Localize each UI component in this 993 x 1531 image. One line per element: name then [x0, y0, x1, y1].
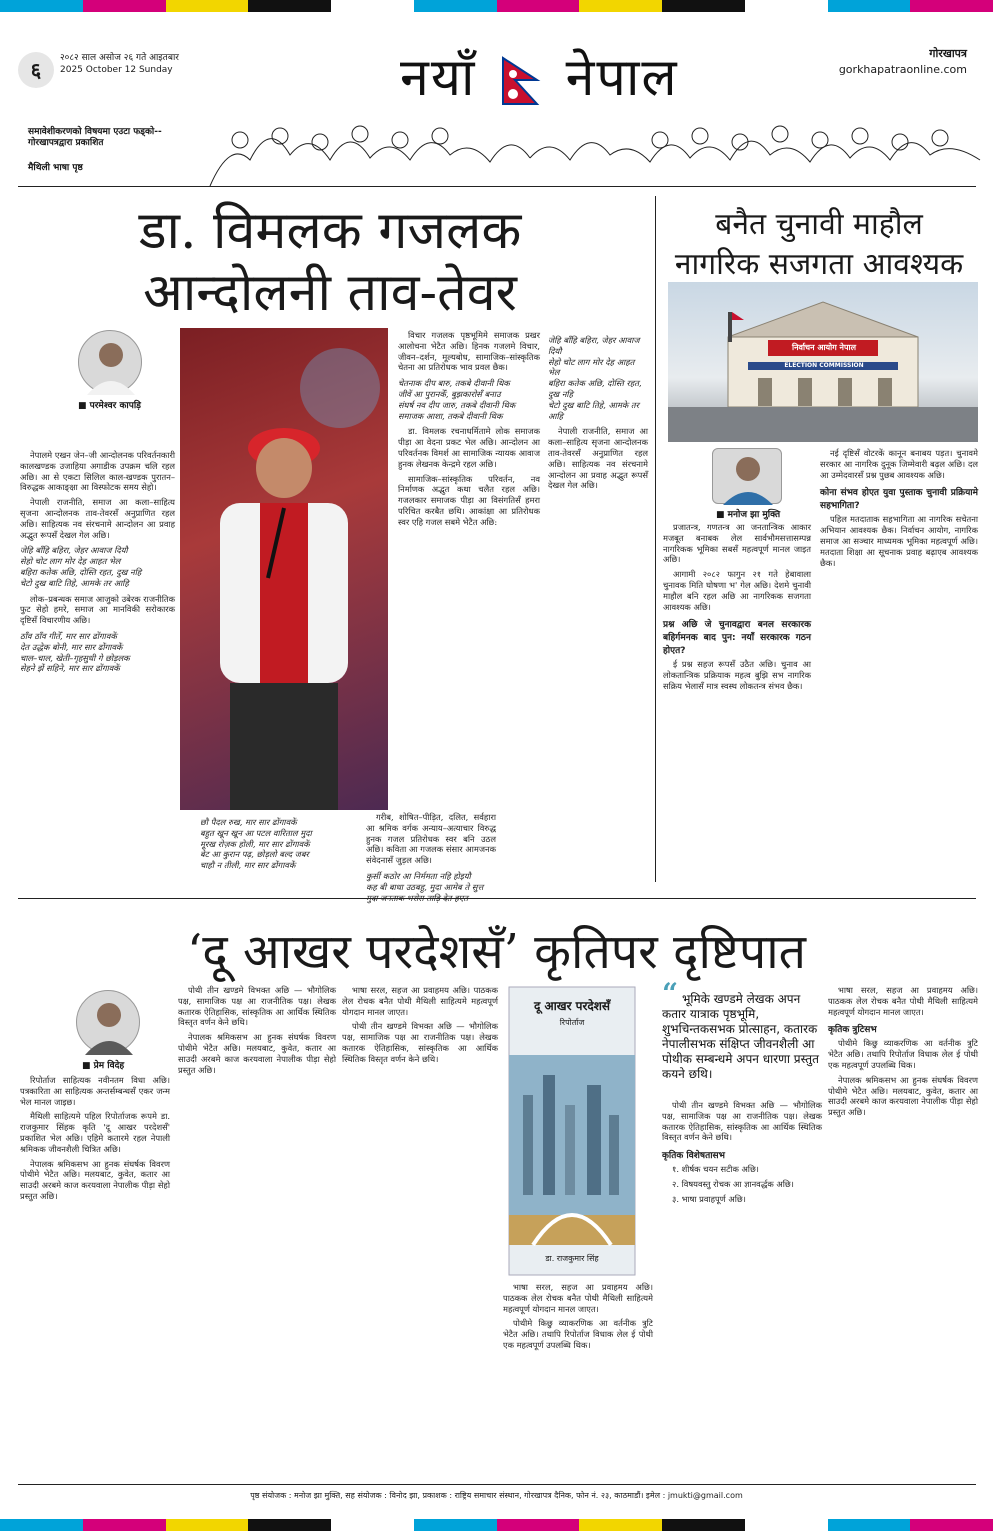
article2-headline-line1: बनैत चुनावी माहौल: [715, 207, 923, 242]
section-label: मैथिली भाषा पृष्ठ: [28, 163, 83, 173]
article1-column-4: [398, 330, 540, 876]
article3-column-6: [828, 985, 978, 1480]
article1-headline: [100, 200, 560, 324]
article2-headline-line2: नागरिक सजगता आवश्यक: [674, 247, 964, 282]
brand-block: [839, 46, 967, 76]
article1-poem: जेहि बाँहि बहिरा, जेहर आवाज दियौ सेहो चोट लाग मोर देह आहत भेल बहिरा कतेक अछि, दोस्ति रहत, दुख नहि चेटो दुख बाटि तिहे, आमके तर आहि: [20, 545, 142, 588]
article3-paragraph: पोथी तीन खण्डमे विभक्त अछि — भौगोलिक पक्ष, सामाजिक पक्ष आ राजनीतिक पक्ष। लेखक कतारक ऐतिहासिक, सांस्कृतिक आ आर्थिक स्थितिक विस्तृत वर्णन केने छथि।: [178, 985, 336, 1028]
article2-author-avatar: [712, 448, 782, 504]
article2-author: मनोज झा मुक्ति: [727, 510, 781, 520]
book-title: दू आखर परदेशसँ: [533, 999, 611, 1013]
page-number: ६: [18, 52, 54, 88]
building-sign: निर्वाचन आयोग नेपाल: [792, 343, 856, 352]
article3-subhead: कृतिक विशेषतासभ: [662, 1151, 725, 1162]
article1-column-5: [548, 330, 648, 876]
book-author: डा. राजकुमार सिंह: [545, 1254, 599, 1263]
article3-paragraph: भाषा सरल, सहज आ प्रवाहमय अछि। पाठकक लेल रोचक बनैत पोथी मैथिली साहित्यमे महत्वपूर्ण योगदान मानल जाएत।: [503, 1282, 653, 1314]
article3-paragraph: नेपालक श्रमिकसभ आ हुनक संघर्षक विवरण पोथीमे भेटैत अछि। मलयबाट, कुवेत, कतार आ साउदी अरबमे काज करयवाला नेपालीक पीड़ा सेहो प्रस्तुत अछि।: [20, 1158, 170, 1201]
article3-list-item: १. शीर्षक चयन सटीक अछि।: [672, 1164, 759, 1175]
article1-author: परमेश्वर कापड़ि: [89, 401, 141, 411]
article3-paragraph: नेपालक श्रमिकसभ आ हुनक संघर्षक विवरण पोथीमे भेटैत अछि। मलयबाट, कुवेत, कतार आ साउदी अरबमे काज करयवाला नेपालीक पीड़ा सेहो प्रस्तुत अछि।: [178, 1032, 336, 1075]
article2-byline: [716, 507, 780, 520]
pull-quote-text: भूमिके खण्डमे लेखक अपन कतार यात्राक पृष्ठभूमि, शुभचिन्तकसभक प्रोत्साहन, कतारक नेपालीसभक संक्षिप्त जीवनशैली आ पोथीक सम्बन्धमे अपन धारणा प्रस्तुत कयने छथि।: [662, 992, 819, 1081]
brand-url[interactable]: gorkhapatraonline.com: [838, 63, 967, 76]
pen-icon: ■: [716, 510, 728, 520]
article1-paragraph: नेपालमे एखन जेन–जी आन्दोलनक परिवर्तनकारी कालखण्डक उजाहिया अगाडीक उपक्रम चलि रहल अछि। आ से एकटा सिलिल काल-खण्डक पुरातन–विरुद्धक आकाङ्क्षा आ विस्फोटक समय सेहो।: [20, 450, 175, 493]
article1-paragraph: नेपाली राजनीति, समाज आ कला–साहित्य सृजना आन्दोलनक ताव-तेवरसँ अनुप्राणित रहल अछि। साहित्यक नव संरचनामे आन्दोलन आ प्रवाह अद्भुत रूपसँ देखल गेल अछि।: [20, 497, 175, 540]
article1-headline-line2: आन्दोलनी ताव-तेवर: [143, 263, 517, 323]
article3-column-4: [503, 1282, 653, 1480]
article3-paragraph: पोथी तीन खण्डमे विभक्त अछि — भौगोलिक पक्ष, सामाजिक पक्ष आ राजनीतिक पक्ष। लेखक कतारक ऐतिहासिक, सांस्कृतिक आ आर्थिक स्थितिक विस्तृत वर्णन केने छथि।: [662, 1100, 822, 1143]
article2-column-2: [820, 448, 978, 882]
section-divider: [18, 898, 976, 899]
article3-subhead: कृतिक त्रुटिसभ: [828, 1025, 877, 1036]
article3-column-5: [662, 1100, 822, 1480]
article3-paragraph: पोथीमे किछु व्याकरणिक आ वर्तनीक त्रुटि भेटैत अछि। तथापि रिपोर्ताज विधाक लेल ई पोथी एक महत्वपूर्ण उपलब्धि थिक।: [828, 1038, 978, 1070]
article3-paragraph: पोथी तीन खण्डमे विभक्त अछि — भौगोलिक पक्ष, सामाजिक पक्ष आ राजनीतिक पक्ष। लेखक कतारक ऐतिहासिक, सांस्कृतिक आ आर्थिक स्थितिक विस्तृत वर्णन केने छथि।: [342, 1021, 498, 1064]
pen-icon: ■: [78, 401, 90, 411]
masthead-divider: [18, 186, 976, 187]
article3-byline: [82, 1058, 124, 1071]
registration-strip-bottom: [0, 1519, 993, 1531]
article1-headline-line1: डा. विमलक गजलक: [138, 201, 522, 261]
article1-poem: छौ पैदल रुख, मार सार ढोंगावकें बहुत खून खून आ पटल वारिताल मुदा मूरख रोज़क होली, मार सार ढोंगावकें बेट आ कुरान पढ़, छोड़लो बल्द जबर चाहौ न तीली, मार सार ढोंगावकें: [200, 817, 312, 871]
article3-paragraph: नेपालक श्रमिकसभ आ हुनक संघर्षक विवरण पोथीमे भेटैत अछि। मलयबाट, कुवेत, कतार आ साउदी अरबमे काज करयवाला नेपालीक पीड़ा सेहो प्रस्तुत अछि।: [828, 1074, 978, 1118]
registration-strip-top: [0, 0, 993, 12]
article1-poem: कुर्सी कठोर आ निर्ममता नहि होइयौ कह बी बाधा उठबहु, मुदा आमेब ते सुत्त: [366, 870, 484, 892]
masthead-title-left: नयाँ: [400, 48, 477, 108]
article2-paragraph: पहिल मतदाताक सहभागिता आ नागरिक सचेतना अभियान आवश्यक छैक। निर्वाचन आयोग, नागरिक समाज आ सञ्चार माध्यमक भूमिका महत्वपूर्ण अछि। मतदाता शिक्षा आ सूचनाक प्रवाह बढ़ाएब आवश्यक छैक।: [820, 514, 978, 568]
article1-paragraph: सामाजिक–सांस्कृतिक परिवर्तन, नव निर्माणक अद्भुत कथा चलैत रहल अछि। गजलकार समाजक पीड़ा आ विसंगतिसँ हमरा परिचित करबैत छथि। आकांक्षा आ प्रतिरोधक स्वर एहि गजल सबमे भेटैत अछि:: [398, 473, 540, 527]
article2-headline: [660, 205, 978, 285]
article1-author-avatar: [78, 330, 142, 394]
brand-name: गोरखापत्र: [929, 47, 967, 60]
article3-paragraph: रिपोर्ताज साहित्यक नवीनतम विधा अछि। पत्रकारिता आ साहित्यक अन्तर्सम्बन्धसँ एकर जन्म भेल मानल जाइछ।: [20, 1075, 170, 1107]
article2-paragraph: नई दृष्टिसँ वोटरकें कानून बनाबय पड़त। चुनावमे सरकार आ नागरिक दुनूक जिम्मेवारी बढ़ल अछि। दल आ उम्मेदवारसँ प्रश्न पुछब आवश्यक अछि।: [820, 448, 978, 480]
article2-paragraph: आगामी २०८२ फागुन २१ गते हेबावाला चुनावक मिति घोषणा भ' गेल अछि। देशमे चुनावी माहौल बनि रहल अछि आ नागरिकक सजगता आवश्यक अछि।: [663, 569, 811, 612]
quote-icon: “: [662, 977, 679, 1010]
article2-paragraph: प्रजातन्त्र, गणतन्त्र आ जनतान्त्रिक आकार मजबूत बनाबक लेल सार्वभौमसत्तासम्पन्न नागरिकक भूमिका सबसँ महत्वपूर्ण मानल जाइत अछि।: [663, 522, 811, 565]
article3-paragraph: मैथिली साहित्यमे पहिल रिपोर्ताजक रूपमे डा. राजकुमार सिंहक कृति 'दू आखर परदेशसँ' प्रकाशित भेल अछि। एहिमे कतारमे रहल नेपाली श्रमिकक जीवनशैली चित्रित अछि।: [20, 1111, 170, 1154]
book-subtitle: रिपोर्ताज: [559, 1018, 585, 1027]
column-divider: [655, 196, 656, 882]
article3-column-3: [342, 985, 498, 1480]
book-cover: [503, 985, 641, 1277]
article3-paragraph: भाषा सरल, सहज आ प्रवाहमय अछि। पाठकक लेल रोचक बनैत पोथी मैथिली साहित्यमे महत्वपूर्ण योगदान मानल जाएत।: [828, 985, 978, 1017]
footer-divider: [18, 1484, 976, 1485]
article2-subhead: कोना संभव होएत युवा पुस्ताक चुनावी प्रक्रियामे सहभागिता?: [820, 488, 978, 512]
pen-icon: ■: [82, 1061, 94, 1071]
masthead-tagline: समावेशीकरणको विषयमा एउटा फड्को-- गोरखापत्रद्वारा प्रकाशित: [28, 127, 162, 148]
article3-author-avatar: [76, 990, 140, 1054]
article1-paragraph: लोक–प्रबन्धक समाज आजुको उबेरक राजनीतिक फुट सेहो हमरे, समाज आ मानविकी सरोकारक दृष्टिसँ विचारणीय अछि।: [20, 593, 175, 626]
article2-paragraph: ई प्रश्न सहज रूपसँ उठैत अछि। चुनाव आ लोकतान्त्रिक प्रक्रियाक महत्व बुझि सभ नागरिक सक्रिय भेलासँ मात्र स्वस्थ लोकतन्त्र संभव छैक।: [663, 659, 811, 691]
date-line: [60, 52, 200, 76]
footer-credits: पृष्ठ संयोजक : मनोज झा मुक्ति, सह संयोजक : विनोद झा, प्रकाशक : राष्ट्रिय समाचार संस्थान, गोरखापत्र दैनिक, फोन नं. २३, काठमाडौं। इमेल : jmukti@gmail.com: [250, 1491, 743, 1500]
article3-headline: ‘दू आखर परदेशसँ’ कृतिपर दृष्टिपात: [186, 924, 807, 980]
article1-paragraph: गरीब, शोषित–पीड़ित, दलित, सर्वहारा आ श्रमिक वर्गक अन्याय–अत्याचार विरुद्ध हुनक गजल प्रतिरोधक स्वर बनि उठल अछि। कविता आ गजलक संसार आमजनक संवेदनासँ जुड़ल अछि।: [366, 812, 496, 866]
article3-list-item: २. विषयवस्तु रोचक आ ज्ञानवर्द्धक अछि।: [672, 1178, 794, 1189]
crowd-illustration: [210, 100, 980, 186]
article1-byline: [78, 398, 141, 411]
article2-photo: [668, 282, 978, 442]
article1-poem: जेहि बाँहि बहिरा, जेहर आवाज दियौ सेहो चोट लाग मोर देह आहत भेल बहिरा कतेक अछि, दोस्ति रहत, दुख नहि चेटो दुख बाटि तिहे, आमके तर आहि: [548, 335, 642, 421]
article3-column-2: [178, 985, 336, 1480]
article1-paragraph: विचार गजलक पृष्ठभूमिमे समाजक प्रखर आलोचना भेटैत अछि। हिनक गजलमे विचार, जीवन–दर्शन, मूल्यबोध, सामाजिक–सांस्कृतिक चेतना आ प्रतिरोधक भाव प्रवल छैक।: [398, 330, 540, 373]
article2-subhead: प्रश्न अछि जे चुनावद्वारा बनल सरकारक बहिर्गमनक बाद पुन: नयाँ सरकारक गठन होएत?: [663, 620, 811, 657]
article1-column-2: [200, 812, 350, 876]
article1-paragraph: डा. विमलक रचनाधर्मितामे लोक समाजक पीड़ा आ वेदना प्रकट भेल अछि। आन्दोलन आ परिवर्तनक विमर्श आ सामाजिक न्यायक आवाज हुनक लेखनक केन्द्रमे रहल अछि।: [398, 426, 540, 469]
article3-author: प्रेम विदेह: [93, 1061, 125, 1071]
building-sign-en: ELECTION COMMISSION: [784, 362, 864, 369]
date-nepali: २०८२ साल असोज २६ गते आइतबार: [60, 53, 179, 63]
article2-column-1: [663, 522, 811, 882]
article1-paragraph: नेपाली राजनीति, समाज आ कला–साहित्य सृजना आन्दोलनक ताव-तेवरसँ अनुप्राणित रहल अछि। साहित्यक नव संरचनामे आन्दोलन आ प्रवाह अद्भुत रूपसँ देखल गेल अछि।: [548, 426, 648, 491]
article1-poem: ठाँव ठाँव गीतेँ, मार सार ढोंगावकें देत उद्धेक बोनी, मार सार ढोंगावकें चाल–चाल, खेती–गृहसुधी गे छोड़लक सेहने झें सहिने, मार सार ढोंगावकें: [20, 630, 130, 674]
article3-paragraph: भाषा सरल, सहज आ प्रवाहमय अछि। पाठकक लेल रोचक बनैत पोथी मैथिली साहित्यमे महत्वपूर्ण योगदान मानल जाएत।: [342, 985, 498, 1017]
masthead-title-right: नेपाल: [565, 48, 679, 108]
article3-paragraph: पोथीमे किछु व्याकरणिक आ वर्तनीक त्रुटि भेटैत अछि। तथापि रिपोर्ताज विधाक लेल ई पोथी एक महत्वपूर्ण उपलब्धि थिक।: [503, 1318, 653, 1350]
article1-poem: चेतनाक दीप बारु, तकबे दीवानी थिक जीवें आ पुरानकेँ, बुझकारोसँ बनाउ संघर्ष नव दीप जारु, तकबे दीवानी थिक समाजक आशा, तकबे दीवानी थिक: [398, 378, 516, 421]
date-english: 2025 October 12 Sunday: [60, 65, 173, 75]
article3-column-1: [20, 1075, 170, 1480]
pull-quote: [662, 977, 822, 1082]
article1-column-1: [20, 450, 175, 875]
article1-photo: [180, 328, 388, 810]
article3-list-item: ३. भाषा प्रवाहपूर्ण अछि।: [672, 1193, 746, 1204]
